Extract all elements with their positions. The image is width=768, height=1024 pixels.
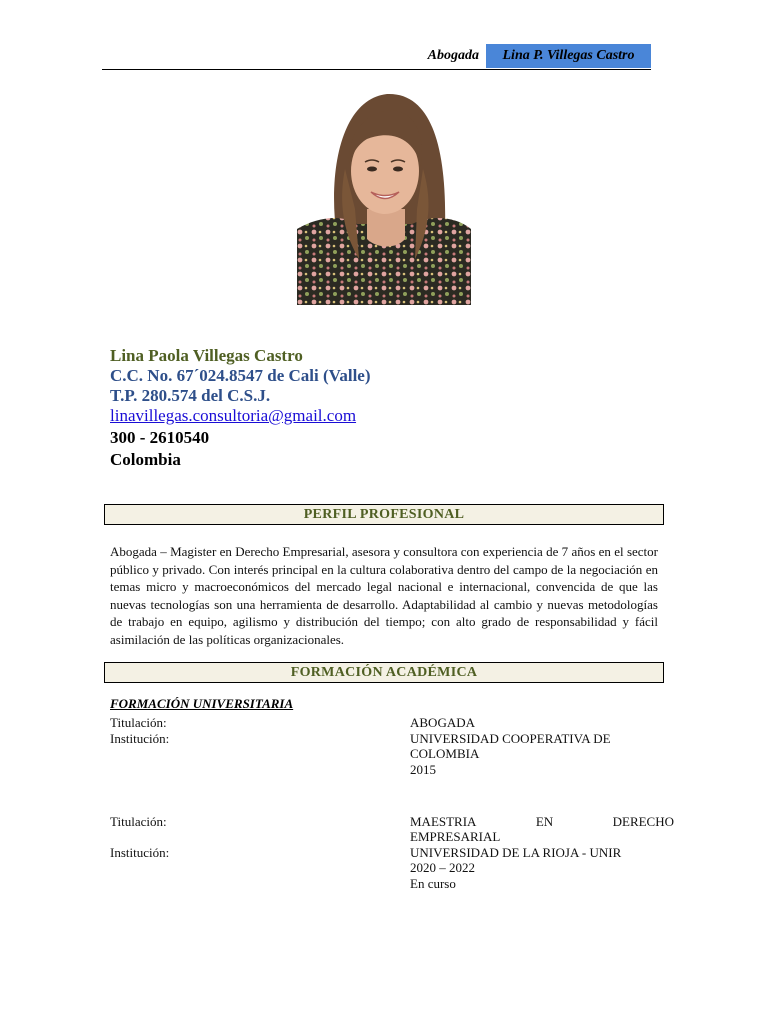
institution-value: UNIVERSIDAD DE LA RIOJA - UNIR [410, 845, 622, 860]
degree-value-line2: EMPRESARIAL [410, 829, 501, 844]
education-section-header: FORMACIÓN ACADÉMICA [104, 662, 664, 683]
degree-value [410, 814, 674, 830]
header-name: Lina P. Villegas Castro [486, 44, 651, 68]
degree-label: Titulación: [110, 814, 167, 829]
profile-section-header: PERFIL PROFESIONAL [104, 504, 664, 525]
country: Colombia [110, 450, 181, 469]
study-period: 2020 – 2022 [410, 860, 475, 875]
email-link[interactable]: linavillegas.consultoria@gmail.com [110, 406, 357, 425]
institution-value: UNIVERSIDAD COOPERATIVA DE [410, 731, 611, 746]
page-header [102, 44, 651, 70]
institution-label: Institución: [110, 731, 170, 746]
degree-word: EN [535, 814, 554, 829]
degree-value: ABOGADA [410, 715, 475, 730]
degree-label: Titulación: [110, 715, 167, 730]
phone-number: 300 - 2610540 [110, 428, 210, 447]
institution-value-line2: COLOMBIA [410, 746, 480, 761]
header-role: Abogada [427, 48, 479, 63]
profile-text: Abogada – Magister en Derecho Empresarial, asesora y consultora con experiencia de 7 años en el sector público y privado. Con interés principal en la cultura colaborativa dentro del campo de la negociación en temas micro y macroeconómicos del mercado legal nacional e internacional, convencida de que las nuevas tecnologías son una herramienta de desarrollo. Adaptabilidad al cambio y nuevas metodologías de trabajo en equipo, agilismo y distribución del tiempo; con alto grado de responsabilidad y fácil asimilación de las políticas organizacionales. [110, 544, 658, 647]
contact-block [110, 346, 371, 470]
id-number: C.C. No. 67´024.8547 de Cali (Valle) [110, 366, 371, 385]
degree-word: DERECHO [612, 814, 674, 829]
degree-word: MAESTRIA [410, 814, 477, 829]
education-subheading: FORMACIÓN UNIVERSITARIA [110, 696, 294, 711]
study-status: En curso [410, 876, 456, 891]
institution-label: Institución: [110, 845, 170, 860]
graduation-year: 2015 [410, 762, 436, 777]
professional-card: T.P. 280.574 del C.S.J. [110, 386, 271, 405]
portrait-photo [297, 89, 471, 305]
full-name: Lina Paola Villegas Castro [110, 346, 303, 365]
